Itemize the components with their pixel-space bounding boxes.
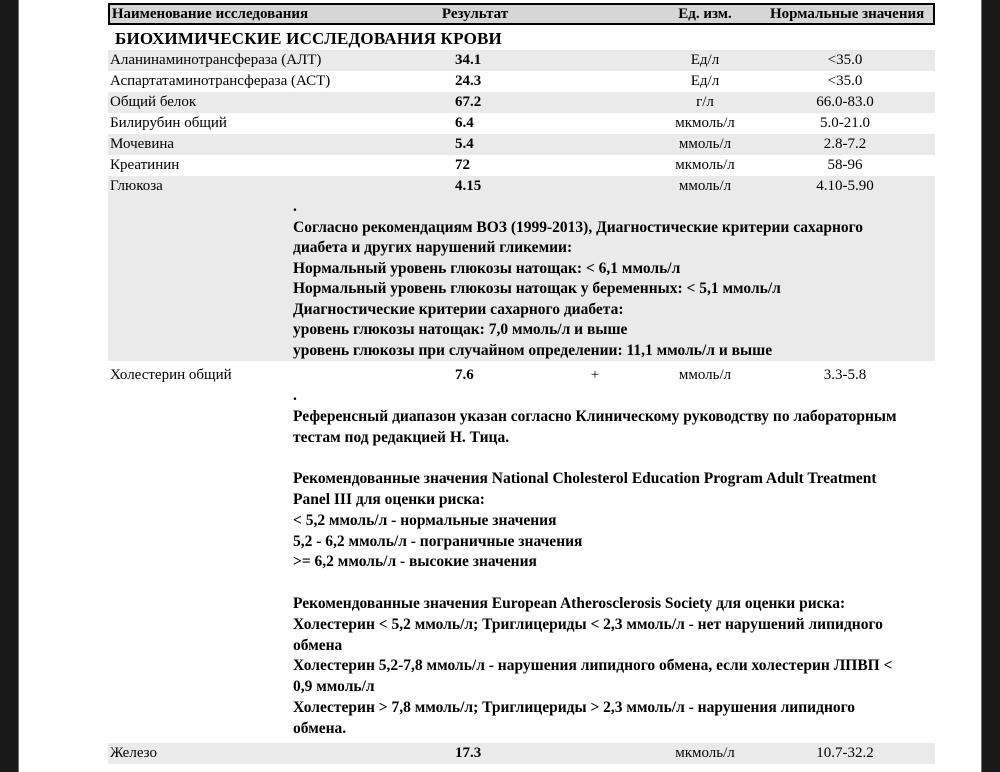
test-range: 3.3-5.8 [823,367,867,383]
test-result: 72 [455,157,470,173]
table-row-total-protein [108,92,935,113]
test-range: 5.0-21.0 [820,115,870,131]
note-line: 5,2 - 6,2 ммоль/л - пограничные значения [293,532,583,550]
note-line: обмена. [293,719,347,737]
note-line [293,448,935,469]
table-header-row [108,3,935,25]
test-name: Мочевина [110,136,175,152]
test-result: 7.6 [455,367,474,383]
note-line: Нормальный уровень глюкозы натощак: < 6,1 ммоль/л [293,259,681,277]
note-line: >= 6,2 ммоль/л - высокие значения [293,553,537,571]
lab-report [108,3,935,764]
note-line: Холестерин > 7,8 ммоль/л; Триглицериды > 2,3 ммоль/л - нарушения липидного [293,698,856,716]
test-range: 4.10-5.90 [816,178,874,194]
column-header-range: Нормальные значения [770,5,925,22]
test-units: Ед/л [690,73,720,89]
table-row-cholesterol [108,365,935,386]
test-range: 66.0-83.0 [816,94,874,110]
test-result: 6.4 [455,115,474,131]
test-result: 24.3 [455,73,482,89]
test-range: 58-96 [827,157,863,173]
test-name: Аланинаминотрансфераза (АЛТ) [110,52,322,68]
column-header-units: Ед. изм. [678,5,732,22]
cholesterol-note-block [108,386,935,740]
test-units: ммоль/л [678,367,732,383]
test-name: Билирубин общий [110,115,227,131]
note-line: Нормальный уровень глюкозы натощак у беременных: < 5,1 ммоль/л [293,280,781,297]
note-line: Диагностические критерии сахарного диабета: [293,300,624,318]
test-units: г/л [696,94,714,110]
note-line: Рекомендованные значения National Cholesterol Education Program Adult Treatment [293,470,877,488]
test-result: 5.4 [455,136,474,152]
test-units: мкмоль/л [675,744,735,761]
test-result: 34.1 [455,52,482,68]
test-result: 17.3 [455,744,482,761]
table-row-alt [108,50,935,71]
note-line: 0,9 ммоль/л [293,678,375,696]
table-row-urea [108,134,935,155]
test-name: Креатинин [110,157,180,173]
note-line: Panel III для оценки риска: [293,490,485,508]
table-row-ast [108,71,935,92]
note-line: обмена [293,636,343,654]
test-units: ммоль/л [678,178,732,194]
test-units: мкмоль/л [675,115,735,131]
note-line: < 5,2 ммоль/л - нормальные значения [293,511,557,529]
note-line: . [293,198,297,215]
test-units: ммоль/л [678,136,732,152]
test-range: 10.7-32.2 [816,744,874,761]
note-line: Референсный диапазон указан согласно Клиническому руководству по лабораторным [293,407,897,425]
section-title: БИОХИМИЧЕСКИЕ ИССЛЕДОВАНИЯ КРОВИ [115,29,502,48]
test-range: <35.0 [827,73,863,89]
test-name: Холестерин общий [110,367,232,383]
test-range: <35.0 [827,52,863,68]
note-line [293,573,935,594]
glucose-note-block [108,197,935,361]
note-line: диабета и других нарушений гликемии: [293,239,573,256]
note-line: Холестерин 5,2-7,8 ммоль/л - нарушения липидного обмена, если холестерин ЛПВП < [293,657,893,675]
right-edge-bar [981,0,1000,772]
column-header-result: Результат [441,5,509,22]
test-range: 2.8-7.2 [823,136,867,152]
test-name: Глюкоза [110,178,163,194]
test-units: мкмоль/л [675,157,735,173]
test-name: Аспартатаминотрансфераза (АСТ) [110,73,331,89]
left-edge-bar [0,0,19,772]
table-row-glucose [108,176,935,197]
table-row-bilirubin [108,113,935,134]
note-line: . [293,387,297,404]
test-name: Железо [110,744,157,761]
note-line: Рекомендованные значения European Atherosclerosis Society для оценки риска: [293,594,846,612]
note-line: тестам под редакцией Н. Тица. [293,428,510,446]
note-line: уровень глюкозы при случайном определении: 11,1 ммоль/л и выше [293,341,773,359]
table-row-creatinine [108,155,935,176]
table-row-iron [108,743,935,764]
test-flag-plus: + [590,367,600,383]
note-line: Согласно рекомендациям ВОЗ (1999-2013), Диагностические критерии сахарного [293,218,864,236]
note-line: Холестерин < 5,2 ммоль/л; Триглицериды < 2,3 ммоль/л - нет нарушений липидного [293,615,883,633]
test-name: Общий белок [110,94,197,110]
test-units: Ед/л [690,52,720,68]
test-result: 67.2 [455,94,482,110]
note-line: уровень глюкозы натощак: 7,0 ммоль/л и выше [293,321,628,338]
column-header-name: Наименование исследования [111,5,309,22]
test-result: 4.15 [455,178,482,194]
